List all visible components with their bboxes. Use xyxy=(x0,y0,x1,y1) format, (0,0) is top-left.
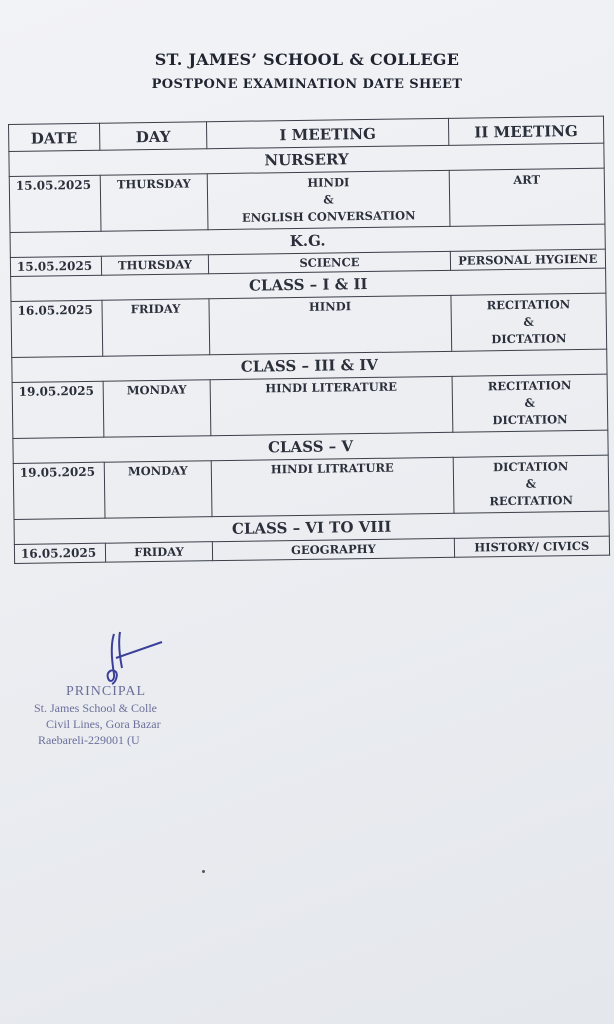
second-meeting-subject xyxy=(453,455,609,513)
exam-day: MONDAY xyxy=(103,380,211,437)
subject-line: DICTATION xyxy=(491,331,567,347)
subject-line: ART xyxy=(513,172,541,187)
section-title: CLASS – VI TO VIII xyxy=(14,511,609,544)
stamp-school: St. James School & Colle xyxy=(34,701,157,715)
subject-line: RECITATION xyxy=(487,378,572,394)
school-name: ST. JAMES’ SCHOOL & COLLEGE xyxy=(154,50,460,69)
table-row xyxy=(9,168,605,232)
principal-signature xyxy=(100,628,170,690)
table-row xyxy=(12,374,608,438)
first-meeting-subject: HINDI LITERATURE xyxy=(210,376,452,435)
subject-line: RECITATION xyxy=(489,493,574,509)
subject-line: & xyxy=(323,192,334,207)
second-meeting-subject: HISTORY/ CIVICS xyxy=(454,536,610,557)
first-meeting-subject: HINDI LITRATURE xyxy=(211,457,453,516)
subject-line: RECITATION xyxy=(486,297,571,313)
second-meeting-subject xyxy=(449,168,605,226)
exam-day: THURSDAY xyxy=(101,255,209,275)
first-meeting-subject xyxy=(207,170,449,229)
document-title: POSTPONE EXAMINATION DATE SHEET xyxy=(151,77,463,92)
subject-line: & xyxy=(523,314,534,329)
table-row xyxy=(11,293,607,357)
section-title: CLASS – I & II xyxy=(11,268,606,301)
subject-line: & xyxy=(525,476,537,491)
table-row xyxy=(13,455,609,519)
subject-line: DICTATION xyxy=(492,459,569,475)
exam-date: 16.05.2025 xyxy=(14,543,105,563)
section-title: K.G. xyxy=(10,224,605,257)
subject-line: ENGLISH CONVERSATION xyxy=(241,208,416,225)
first-meeting-subject: SCIENCE xyxy=(209,251,451,273)
exam-date: 15.05.2025 xyxy=(10,256,101,276)
exam-day: FRIDAY xyxy=(102,299,210,356)
column-header-day: DAY xyxy=(99,122,207,150)
column-header-second-meeting: II MEETING xyxy=(448,116,604,145)
first-meeting-subject: HINDI xyxy=(209,295,451,354)
column-header-first-meeting: I MEETING xyxy=(207,118,449,148)
exam-date: 19.05.2025 xyxy=(13,462,104,519)
stamp-address: Civil Lines, Gora Bazar xyxy=(46,717,161,731)
exam-day: THURSDAY xyxy=(100,174,208,231)
first-meeting-subject: GEOGRAPHY xyxy=(213,538,455,560)
principal-stamp xyxy=(34,684,161,748)
column-header-date: DATE xyxy=(9,123,100,151)
exam-date: 19.05.2025 xyxy=(12,381,103,438)
exam-day: MONDAY xyxy=(104,461,212,518)
second-meeting-subject xyxy=(452,374,608,432)
section-title: CLASS – V xyxy=(13,430,608,463)
stamp-title: PRINCIPAL xyxy=(66,684,147,699)
exam-day: FRIDAY xyxy=(105,542,213,562)
exam-date: 15.05.2025 xyxy=(9,175,100,232)
exam-table xyxy=(8,116,610,564)
section-title: NURSERY xyxy=(9,143,604,176)
subject-line: DICTATION xyxy=(492,412,568,428)
subject-line: HINDI xyxy=(307,175,350,190)
exam-date: 16.05.2025 xyxy=(11,300,102,357)
stamp-city: Raebareli-229001 (U xyxy=(38,733,140,747)
second-meeting-subject xyxy=(451,293,607,351)
section-title: CLASS – III & IV xyxy=(12,349,607,382)
subject-line: & xyxy=(524,395,536,410)
second-meeting-subject: PERSONAL HYGIENE xyxy=(450,249,606,270)
ink-mark xyxy=(202,870,205,873)
